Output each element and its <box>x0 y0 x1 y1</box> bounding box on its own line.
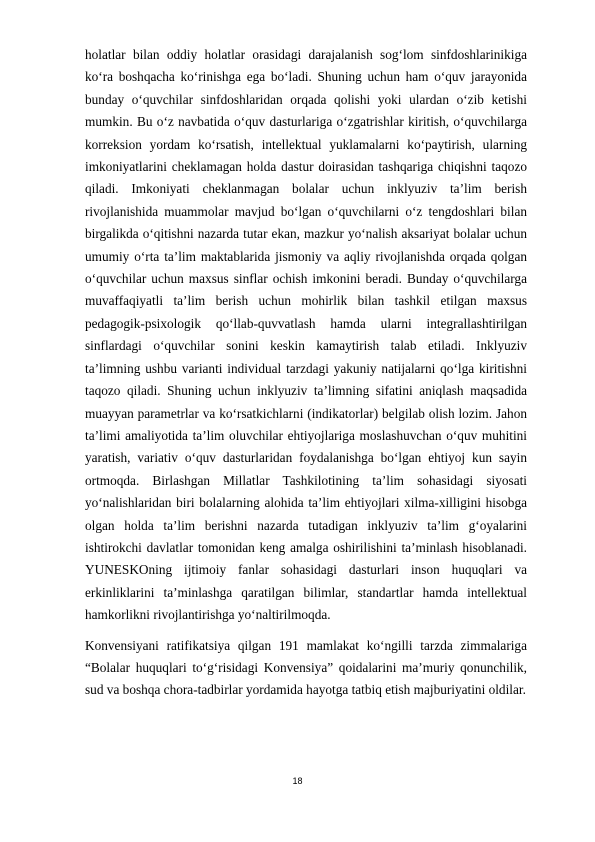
paragraph-1: holatlar bilan oddiy holatlar orasidagi darajalanish sog‘lom sinfdoshlarinikiga ko‘ra boshqacha ko‘rinishga ega bo‘ladi. Shuning uchun ham o‘quv jarayonida bunday o‘quvchilar sinfdoshlaridan orqada qolishi yoki ulardan o‘zib ketishi mumkin. Bu o‘z navbatida o‘quv dasturlariga o‘zgatrishlar kiritish, o‘quvchilarga korreksion yordam ko‘rsatish, intellektual yuklamalarni ko‘paytirish, ularning imkoniyatlarini cheklamagan holda dastur doirasidan tashqariga chiqishni taqozo qiladi. Imkoniyati cheklanmagan bolalar uchun inklyuziv ta’lim berish rivojlanishida muammolar mavjud bo‘lgan o‘quvchilarni o‘z tengdoshlari bilan birgalikda o‘qitishni nazarda tutar ekan, mazkur yo‘nalish aksariyat bolalar uchun umumiy o‘rta ta’lim maktablarida jismoniy va aqliy rivojlanishda orqada qolgan o‘quvchilar uchun maxsus sinflar ochish imkonini beradi. Bunday o‘quvchilarga muvaffaqiyatli ta’lim berish uchun mohirlik bilan tashkil etilgan maxsus pedagogik-psixologik qo‘llab-quvvatlash hamda ularni integrallashtirilgan sinflardagi o‘quvchilar sonini keskin kamaytirish talab etiladi. Inklyuziv ta’limning ushbu varianti individual tarzdagi yakuniy natijalarni qo‘lga kiritishni taqozo qiladi. Shuning uchun inklyuziv ta’limning sifatini aniqlash maqsadida muayyan parametrlar va ko‘rsatkichlarni (indikatorlar) belgilab olish lozim. Jahon ta’limi amaliyotida ta’lim oluvchilar ehtiyojlariga moslashuvchan o‘quv muhitini yaratish, variativ o‘quv dasturlaridan foydalanishga bo‘lgan ehtiyoj kun sayin ortmoqda. Birlashgan Millatlar Tashkilotining ta’lim sohasidagi siyosati yo‘nalishlaridan biri bolalarning alohida ta’lim ehtiyojlari xilma-xilligini hisobga olgan holda ta’lim berishni nazarda tutadigan inklyuziv ta’lim g‘oyalarini ishtirokchi davlatlar tomonidan keng amalga oshirilishini ta’minlash hisoblanadi. YUNESKOning ijtimoiy fanlar sohasidagi dasturlari inson huquqlari va erkinliklarini ta’minlashga qaratilgan bilimlar, standartlar hamda intellektual hamkorlikni rivojlantirishga yo‘naltirilmoqda. <box>85 47 527 623</box>
body-text <box>85 44 527 702</box>
paragraph-2: Konvensiyani ratifikatsiya qilgan 191 mamlakat ko‘ngilli tarzda zimmalariga “Bolalar huquqlari to‘g‘risidagi Konvensiya” qoidalarini ma’muriy qonunchilik, sud va boshqa chora-tadbirlar yordamida hayotga tatbiq etish majburiyatini oldilar. <box>85 637 527 698</box>
page-number: 18 <box>292 776 303 786</box>
